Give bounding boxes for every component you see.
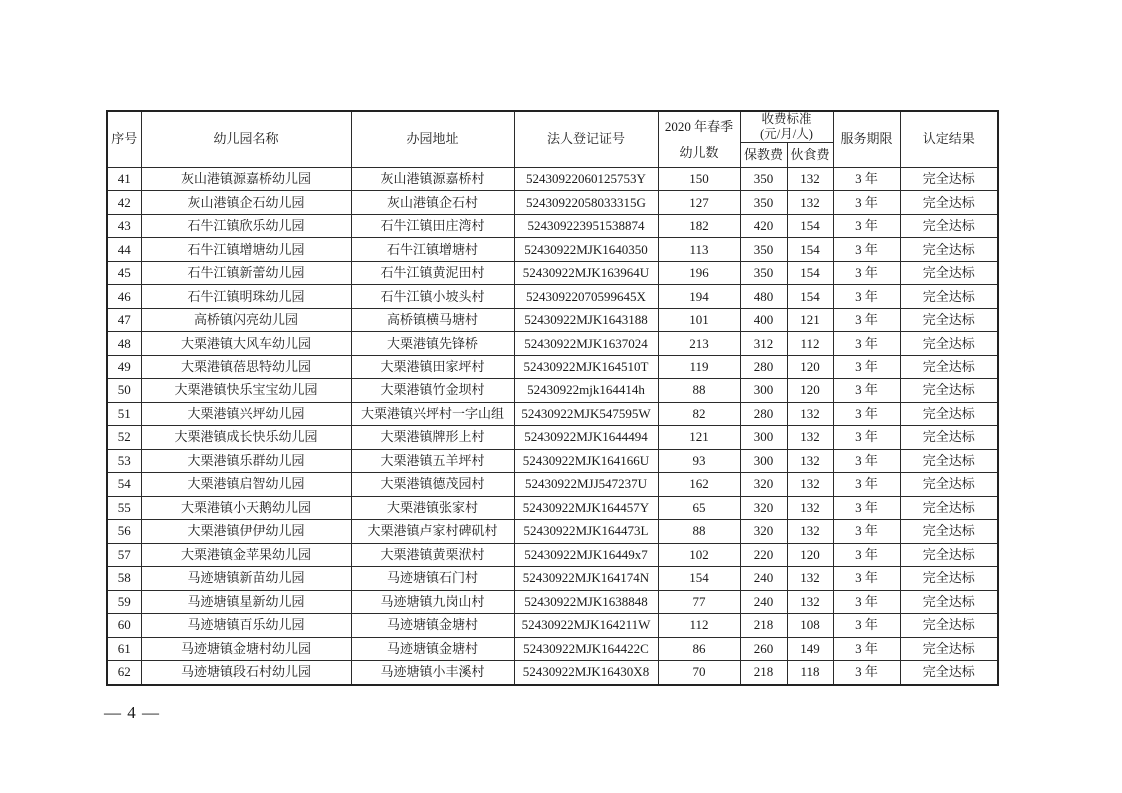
table-row: [107, 238, 998, 261]
table-row: [107, 661, 998, 685]
cell-address: 大栗港镇五羊坪村: [351, 449, 514, 472]
cell-reg-no: 52430922070599645X: [514, 285, 658, 308]
cell-name: 马迹塘镇百乐幼儿园: [141, 614, 351, 637]
cell-term: 3 年: [833, 191, 900, 214]
cell-care-fee: 260: [740, 637, 787, 660]
cell-name: 石牛江镇增塘幼儿园: [141, 238, 351, 261]
cell-children: 121: [658, 426, 740, 449]
cell-name: 大栗港镇金苹果幼儿园: [141, 543, 351, 566]
cell-meal-fee: 132: [787, 426, 833, 449]
cell-reg-no: 52430922MJK164166U: [514, 449, 658, 472]
cell-address: 马迹塘镇小丰溪村: [351, 661, 514, 685]
cell-care-fee: 400: [740, 308, 787, 331]
header-children-line1: 2020 年春季: [664, 118, 734, 134]
cell-reg-no: 524309223951538874: [514, 214, 658, 237]
cell-reg-no: 52430922MJK16449x7: [514, 543, 658, 566]
cell-name: 石牛江镇欣乐幼儿园: [141, 214, 351, 237]
cell-term: 3 年: [833, 520, 900, 543]
cell-no: 51: [107, 402, 141, 425]
cell-care-fee: 240: [740, 590, 787, 613]
cell-address: 大栗港镇德茂园村: [351, 473, 514, 496]
cell-reg-no: 52430922MJK1637024: [514, 332, 658, 355]
cell-meal-fee: 132: [787, 590, 833, 613]
table-body: [107, 168, 998, 686]
cell-term: 3 年: [833, 543, 900, 566]
kindergarten-table: [106, 110, 999, 686]
cell-meal-fee: 149: [787, 637, 833, 660]
cell-children: 88: [658, 379, 740, 402]
table-row: [107, 332, 998, 355]
table-row: [107, 449, 998, 472]
cell-name: 马迹塘镇段石村幼儿园: [141, 661, 351, 685]
cell-result: 完全达标: [900, 661, 998, 685]
cell-meal-fee: 154: [787, 261, 833, 284]
cell-address: 石牛江镇黄泥田村: [351, 261, 514, 284]
cell-children: 70: [658, 661, 740, 685]
table-row: [107, 214, 998, 237]
cell-children: 150: [658, 168, 740, 191]
table-row: [107, 473, 998, 496]
cell-term: 3 年: [833, 168, 900, 191]
cell-address: 大栗港镇牌形上村: [351, 426, 514, 449]
cell-no: 61: [107, 637, 141, 660]
cell-care-fee: 300: [740, 426, 787, 449]
cell-term: 3 年: [833, 238, 900, 261]
cell-result: 完全达标: [900, 614, 998, 637]
cell-care-fee: 240: [740, 567, 787, 590]
cell-meal-fee: 108: [787, 614, 833, 637]
cell-name: 大栗港镇兴坪幼儿园: [141, 402, 351, 425]
cell-term: 3 年: [833, 285, 900, 308]
header-fee-care: 保教费: [740, 143, 787, 168]
table-row: [107, 168, 998, 191]
cell-meal-fee: 121: [787, 308, 833, 331]
header-result: 认定结果: [900, 111, 998, 168]
cell-reg-no: 52430922MJK163964U: [514, 261, 658, 284]
cell-no: 62: [107, 661, 141, 685]
cell-children: 194: [658, 285, 740, 308]
cell-reg-no: 52430922MJK1638848: [514, 590, 658, 613]
cell-term: 3 年: [833, 402, 900, 425]
cell-meal-fee: 132: [787, 191, 833, 214]
cell-address: 马迹塘镇金塘村: [351, 637, 514, 660]
cell-term: 3 年: [833, 661, 900, 685]
header-fee-group-line2: (元/月/人): [760, 127, 813, 141]
cell-no: 41: [107, 168, 141, 191]
cell-children: 88: [658, 520, 740, 543]
cell-care-fee: 320: [740, 473, 787, 496]
cell-care-fee: 480: [740, 285, 787, 308]
table-row: [107, 308, 998, 331]
cell-reg-no: 52430922MJK164510T: [514, 355, 658, 378]
cell-meal-fee: 132: [787, 520, 833, 543]
cell-address: 大栗港镇田家坪村: [351, 355, 514, 378]
cell-address: 灰山港镇源嘉桥村: [351, 168, 514, 191]
cell-meal-fee: 132: [787, 402, 833, 425]
cell-name: 灰山港镇源嘉桥幼儿园: [141, 168, 351, 191]
cell-name: 马迹塘镇新苗幼儿园: [141, 567, 351, 590]
cell-no: 55: [107, 496, 141, 519]
cell-name: 大栗港镇快乐宝宝幼儿园: [141, 379, 351, 402]
cell-result: 完全达标: [900, 567, 998, 590]
cell-address: 大栗港镇黄栗洑村: [351, 543, 514, 566]
cell-address: 大栗港镇先锋桥: [351, 332, 514, 355]
cell-children: 213: [658, 332, 740, 355]
cell-reg-no: 52430922MJK16430X8: [514, 661, 658, 685]
cell-no: 42: [107, 191, 141, 214]
cell-result: 完全达标: [900, 402, 998, 425]
header-children-count: [658, 111, 740, 168]
cell-address: 灰山港镇企石村: [351, 191, 514, 214]
table-row: [107, 285, 998, 308]
table-row: [107, 520, 998, 543]
cell-care-fee: 218: [740, 661, 787, 685]
cell-result: 完全达标: [900, 191, 998, 214]
cell-children: 127: [658, 191, 740, 214]
cell-address: 高桥镇横马塘村: [351, 308, 514, 331]
header-fee-standard-group: [740, 111, 833, 143]
cell-no: 59: [107, 590, 141, 613]
cell-meal-fee: 154: [787, 214, 833, 237]
cell-address: 大栗港镇兴坪村一字山组: [351, 402, 514, 425]
cell-reg-no: 52430922058033315G: [514, 191, 658, 214]
cell-term: 3 年: [833, 473, 900, 496]
cell-care-fee: 280: [740, 402, 787, 425]
cell-reg-no: 52430922MJJ547237U: [514, 473, 658, 496]
cell-term: 3 年: [833, 449, 900, 472]
cell-children: 86: [658, 637, 740, 660]
cell-care-fee: 320: [740, 496, 787, 519]
cell-result: 完全达标: [900, 285, 998, 308]
cell-name: 大栗港镇启智幼儿园: [141, 473, 351, 496]
cell-address: 大栗港镇卢家村碑矶村: [351, 520, 514, 543]
cell-no: 52: [107, 426, 141, 449]
cell-care-fee: 350: [740, 191, 787, 214]
cell-care-fee: 280: [740, 355, 787, 378]
cell-meal-fee: 132: [787, 449, 833, 472]
cell-no: 57: [107, 543, 141, 566]
header-address: 办园地址: [351, 111, 514, 168]
cell-care-fee: 312: [740, 332, 787, 355]
cell-meal-fee: 132: [787, 496, 833, 519]
cell-children: 113: [658, 238, 740, 261]
cell-term: 3 年: [833, 590, 900, 613]
cell-result: 完全达标: [900, 473, 998, 496]
cell-name: 高桥镇闪亮幼儿园: [141, 308, 351, 331]
cell-care-fee: 320: [740, 520, 787, 543]
header-kindergarten-name: 幼儿园名称: [141, 111, 351, 168]
cell-no: 53: [107, 449, 141, 472]
cell-meal-fee: 154: [787, 285, 833, 308]
cell-term: 3 年: [833, 426, 900, 449]
cell-name: 大栗港镇蓓思特幼儿园: [141, 355, 351, 378]
cell-children: 102: [658, 543, 740, 566]
cell-name: 石牛江镇明珠幼儿园: [141, 285, 351, 308]
header-serial: 序号: [107, 111, 141, 168]
cell-no: 43: [107, 214, 141, 237]
table-row: [107, 637, 998, 660]
cell-term: 3 年: [833, 332, 900, 355]
cell-name: 大栗港镇乐群幼儿园: [141, 449, 351, 472]
cell-care-fee: 300: [740, 379, 787, 402]
cell-children: 162: [658, 473, 740, 496]
cell-address: 马迹塘镇石门村: [351, 567, 514, 590]
cell-children: 77: [658, 590, 740, 613]
cell-no: 50: [107, 379, 141, 402]
cell-meal-fee: 118: [787, 661, 833, 685]
cell-no: 60: [107, 614, 141, 637]
cell-address: 石牛江镇增塘村: [351, 238, 514, 261]
cell-term: 3 年: [833, 379, 900, 402]
cell-no: 48: [107, 332, 141, 355]
cell-no: 58: [107, 567, 141, 590]
cell-name: 马迹塘镇星新幼儿园: [141, 590, 351, 613]
cell-result: 完全达标: [900, 168, 998, 191]
header-fee-group-line1: 收费标准: [761, 112, 812, 126]
cell-meal-fee: 120: [787, 379, 833, 402]
cell-care-fee: 350: [740, 238, 787, 261]
cell-result: 完全达标: [900, 590, 998, 613]
cell-name: 大栗港镇成长快乐幼儿园: [141, 426, 351, 449]
cell-address: 大栗港镇张家村: [351, 496, 514, 519]
cell-reg-no: 52430922MJK164473L: [514, 520, 658, 543]
cell-no: 47: [107, 308, 141, 331]
cell-result: 完全达标: [900, 214, 998, 237]
table-row: [107, 191, 998, 214]
cell-result: 完全达标: [900, 261, 998, 284]
cell-reg-no: 52430922MJK1643188: [514, 308, 658, 331]
cell-reg-no: 52430922MJK164422C: [514, 637, 658, 660]
cell-care-fee: 420: [740, 214, 787, 237]
header-fee-meal: 伙食费: [787, 143, 833, 168]
cell-term: 3 年: [833, 308, 900, 331]
cell-care-fee: 350: [740, 168, 787, 191]
cell-name: 大栗港镇大风车幼儿园: [141, 332, 351, 355]
cell-result: 完全达标: [900, 426, 998, 449]
cell-result: 完全达标: [900, 355, 998, 378]
cell-address: 马迹塘镇金塘村: [351, 614, 514, 637]
cell-reg-no: 52430922mjk164414h: [514, 379, 658, 402]
cell-name: 灰山港镇企石幼儿园: [141, 191, 351, 214]
cell-children: 101: [658, 308, 740, 331]
cell-children: 65: [658, 496, 740, 519]
cell-term: 3 年: [833, 496, 900, 519]
cell-name: 石牛江镇新蕾幼儿园: [141, 261, 351, 284]
cell-meal-fee: 132: [787, 168, 833, 191]
cell-term: 3 年: [833, 261, 900, 284]
cell-children: 112: [658, 614, 740, 637]
cell-reg-no: 52430922MJK1640350: [514, 238, 658, 261]
cell-term: 3 年: [833, 614, 900, 637]
cell-no: 56: [107, 520, 141, 543]
cell-children: 119: [658, 355, 740, 378]
cell-children: 93: [658, 449, 740, 472]
table-row: [107, 261, 998, 284]
cell-reg-no: 52430922MJK1644494: [514, 426, 658, 449]
table-row: [107, 379, 998, 402]
header-children-line2: 幼儿数: [679, 144, 719, 160]
cell-reg-no: 52430922MJK164457Y: [514, 496, 658, 519]
cell-reg-no: 52430922MJK164174N: [514, 567, 658, 590]
page-number: — 4 —: [104, 703, 160, 722]
cell-result: 完全达标: [900, 449, 998, 472]
cell-term: 3 年: [833, 214, 900, 237]
cell-care-fee: 350: [740, 261, 787, 284]
cell-meal-fee: 132: [787, 567, 833, 590]
cell-no: 54: [107, 473, 141, 496]
table-row: [107, 355, 998, 378]
cell-name: 马迹塘镇金塘村幼儿园: [141, 637, 351, 660]
cell-result: 完全达标: [900, 520, 998, 543]
cell-children: 196: [658, 261, 740, 284]
table-row: [107, 402, 998, 425]
cell-address: 马迹塘镇九岗山村: [351, 590, 514, 613]
cell-result: 完全达标: [900, 308, 998, 331]
table-row: [107, 496, 998, 519]
cell-meal-fee: 120: [787, 543, 833, 566]
table-row: [107, 590, 998, 613]
cell-name: 大栗港镇伊伊幼儿园: [141, 520, 351, 543]
cell-result: 完全达标: [900, 332, 998, 355]
table-row: [107, 567, 998, 590]
cell-meal-fee: 112: [787, 332, 833, 355]
cell-care-fee: 218: [740, 614, 787, 637]
cell-result: 完全达标: [900, 379, 998, 402]
cell-term: 3 年: [833, 355, 900, 378]
cell-result: 完全达标: [900, 637, 998, 660]
cell-meal-fee: 154: [787, 238, 833, 261]
table-row: [107, 426, 998, 449]
cell-care-fee: 300: [740, 449, 787, 472]
cell-reg-no: 52430922MJK164211W: [514, 614, 658, 637]
cell-result: 完全达标: [900, 543, 998, 566]
cell-meal-fee: 132: [787, 473, 833, 496]
table-header: [107, 111, 998, 168]
header-service-term: 服务期限: [833, 111, 900, 168]
header-registration-no: 法人登记证号: [514, 111, 658, 168]
cell-address: 石牛江镇田庄湾村: [351, 214, 514, 237]
cell-reg-no: 52430922MJK547595W: [514, 402, 658, 425]
cell-address: 大栗港镇竹金坝村: [351, 379, 514, 402]
cell-result: 完全达标: [900, 238, 998, 261]
cell-no: 44: [107, 238, 141, 261]
table-row: [107, 543, 998, 566]
cell-care-fee: 220: [740, 543, 787, 566]
cell-term: 3 年: [833, 637, 900, 660]
cell-no: 45: [107, 261, 141, 284]
cell-reg-no: 52430922060125753Y: [514, 168, 658, 191]
cell-children: 154: [658, 567, 740, 590]
cell-no: 49: [107, 355, 141, 378]
cell-meal-fee: 120: [787, 355, 833, 378]
cell-address: 石牛江镇小坡头村: [351, 285, 514, 308]
cell-name: 大栗港镇小天鹅幼儿园: [141, 496, 351, 519]
cell-children: 182: [658, 214, 740, 237]
cell-result: 完全达标: [900, 496, 998, 519]
cell-no: 46: [107, 285, 141, 308]
table-row: [107, 614, 998, 637]
cell-children: 82: [658, 402, 740, 425]
cell-term: 3 年: [833, 567, 900, 590]
